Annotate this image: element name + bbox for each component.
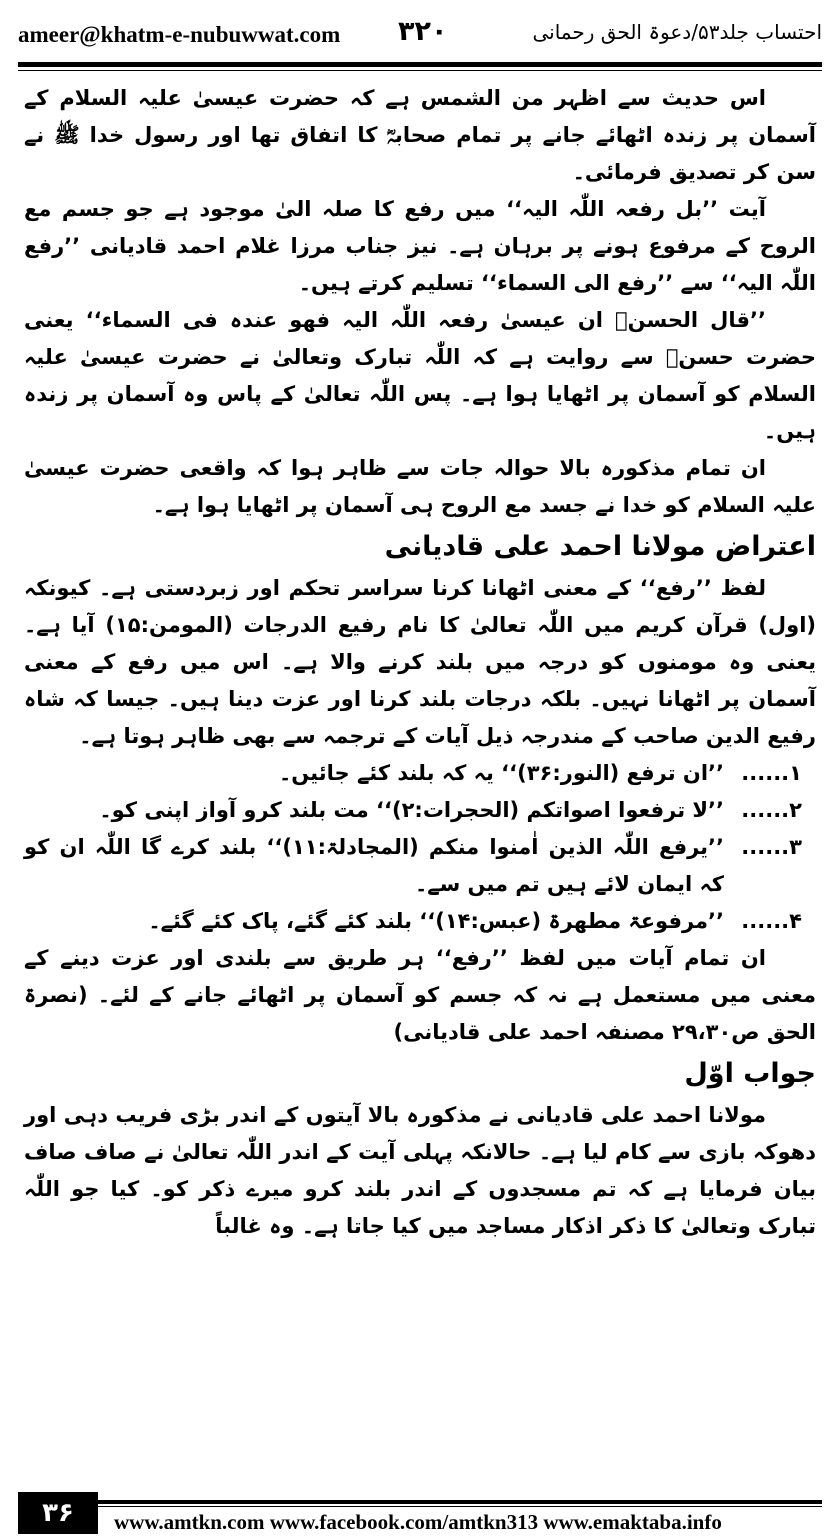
- list-item-number: ۱......: [741, 761, 802, 785]
- list-item: [24, 903, 816, 940]
- list-item-text: ’’ان ترفع (النور:۳۶)‘‘ یہ کہ بلند کئے جائیں۔: [278, 761, 724, 785]
- page-body: [24, 80, 816, 1245]
- list-item-number: ۳......: [741, 835, 802, 859]
- header-book-title: احتساب جلد۵۳/دعوۃ الحق رحمانی: [532, 20, 822, 44]
- header-email[interactable]: ameer@khatm-e-nubuwwat.com: [18, 22, 341, 47]
- list-item-number: ۲......: [741, 798, 802, 822]
- footer-page-number: ۳۶: [18, 1492, 98, 1534]
- paragraph-1: اس حدیث سے اظہر من الشمس ہے کہ حضرت عیسیٰ علیہ السلام کے آسمان پر زندہ اٹھائے جانے پر تمام صحابہؓ کا اتفاق تھا اور رسول خدا ﷺ نے سن کر تصدیق فرمائی۔: [24, 86, 816, 184]
- list-item-number: ۴......: [741, 909, 802, 933]
- heading-objection: اعتراض مولانا احمد علی قادیانی: [384, 531, 816, 562]
- paragraph-6: ان تمام آیات میں لفظ ’’رفع‘‘ ہر طریق سے بلندی اور عزت دینے کے معنی میں مستعمل ہے نہ کہ جسم کو آسمان پر اٹھائے جانے کے لئے۔ (نصرۃ الحق ص۲۹،۳۰ مصنفہ احمد علی قادیانی): [24, 946, 816, 1044]
- page-header: [18, 10, 822, 58]
- footer-links[interactable]: www.amtkn.com www.facebook.com/amtkn313 www.emaktaba.info: [114, 1510, 722, 1534]
- list-item-text: ’’مرفوعۃ مطھرۃ (عبس:۱۴)‘‘ بلند کئے گئے، پاک کئے گئے۔: [148, 909, 724, 933]
- footer-rule-thick: [18, 1500, 822, 1504]
- header-page-number: ۳۲۰: [398, 16, 448, 47]
- list-item-text: ’’لا ترفعوا اصواتکم (الحجرات:۲)‘‘ مت بلند کرو آواز اپنی کو۔: [99, 798, 724, 822]
- heading-answer: جواب اوّل: [684, 1058, 816, 1089]
- list-item: [24, 829, 816, 903]
- header-rule-thick: [18, 62, 822, 67]
- list-item: [24, 755, 816, 792]
- paragraph-2: آیت ’’بل رفعہ اللّٰہ الیہ‘‘ میں رفع کا صلہ الیٰ موجود ہے جو جسم مع الروح کے مرفوع ہونے پر برہان ہے۔ نیز جناب مرزا غلام احمد قادیانی ’’رفع اللّٰہ الیہ‘‘ سے ’’رفع الی السماء‘‘ تسلیم کرتے ہیں۔: [24, 197, 816, 295]
- paragraph-4: ان تمام مذکورہ بالا حوالہ جات سے ظاہر ہوا کہ واقعی حضرت عیسیٰ علیہ السلام کو خدا نے جسد مع الروح ہی آسمان پر اٹھایا ہوا ہے۔: [24, 456, 816, 517]
- paragraph-7: مولانا احمد علی قادیانی نے مذکورہ بالا آیتوں کے اندر بڑی فریب دہی اور دھوکہ بازی سے کام لیا ہے۔ حالانکہ پہلی آیت کے اندر اللّٰہ تعالیٰ نے صاف صاف بیان فرمایا ہے کہ تم مسجدوں کے اندر بلند کرو میرے ذکر کو۔ کیا جو اللّٰہ تبارک وتعالیٰ کا ذکر اذکار مساجد میں کیا جاتا ہے۔ وہ غالباً: [24, 1103, 816, 1238]
- page-footer: [18, 1500, 822, 1534]
- paragraph-5: لفظ ’’رفع‘‘ کے معنی اٹھانا کرنا سراسر تحکم اور زبردستی ہے۔ کیونکہ (اول) قرآن کریم میں اللّٰہ تعالیٰ کا نام رفیع الدرجات (المومن:۱۵) آیا ہے۔ یعنی وہ مومنوں کو درجہ میں بلند کرنے والا ہے۔ اس میں رفع کے معنی آسمان پر اٹھانا نہیں۔ بلکہ درجات بلند کرنا اور عزت دینا ہیں۔ جیسا کہ شاہ رفیع الدین صاحب کے مندرجہ ذیل آیات کے ترجمہ سے بھی ظاہر ہوتا ہے۔: [24, 576, 816, 748]
- header-rule-thin: [18, 70, 822, 71]
- paragraph-3: ’’قال الحسنؒ ان عیسیٰ رفعہ اللّٰہ الیہ فھو عندہ فی السماء‘‘ یعنی حضرت حسنؓ سے روایت ہے کہ اللّٰہ تبارک وتعالیٰ نے حضرت عیسیٰ علیہ السلام کو آسمان پر اٹھایا ہوا ہے۔ پس اللّٰہ تعالیٰ کے پاس وہ آسمان پر زندہ ہیں۔: [24, 308, 816, 443]
- footer-rule-thin: [18, 1506, 822, 1507]
- list-item-text: ’’یرفع اللّٰہ الذین اٰمنوا منکم (المجادلۃ:۱۱)‘‘ بلند کرے گا اللّٰہ ان کو کہ ایمان لائے ہیں تم میں سے۔: [24, 835, 724, 896]
- list-item: [24, 792, 816, 829]
